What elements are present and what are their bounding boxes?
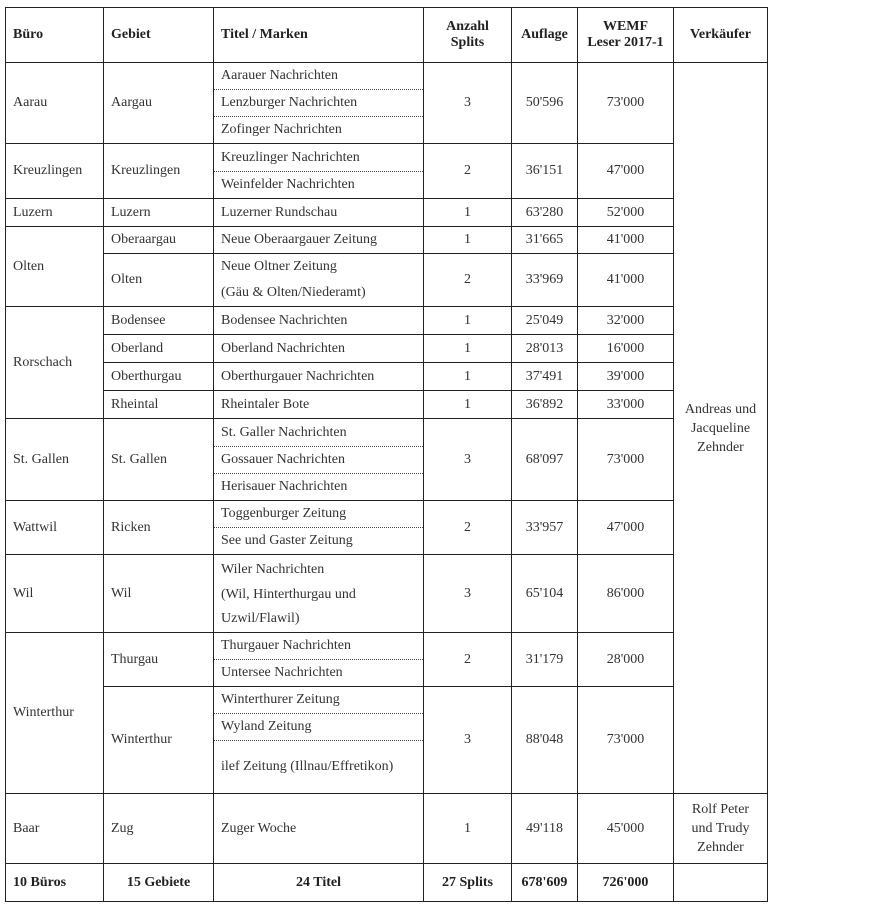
table-row	[6, 363, 768, 391]
splits-cell: 2	[424, 501, 512, 555]
splits-cell: 3	[424, 687, 512, 794]
title-item: ilef Zeitung (Illnau/Effretikon)	[214, 740, 423, 793]
wemf-cell: 73'000	[578, 419, 674, 501]
table-row	[6, 63, 768, 144]
wemf-cell: 86'000	[578, 555, 674, 633]
splits-cell: 1	[424, 335, 512, 363]
splits-cell: 1	[424, 794, 512, 864]
gebiet-cell: Wil	[104, 555, 214, 633]
buero-cell: Kreuzlingen	[6, 144, 104, 199]
total-gebiet: 15 Gebiete	[104, 864, 214, 902]
wemf-cell: 39'000	[578, 363, 674, 391]
wemf-cell: 73'000	[578, 687, 674, 794]
auflage-cell: 65'104	[512, 555, 578, 633]
titles-cell	[214, 501, 424, 555]
gebiet-cell: Ricken	[104, 501, 214, 555]
totals-row	[6, 864, 768, 902]
titles-cell: Luzerner Rundschau	[214, 199, 424, 227]
titles-cell	[214, 687, 424, 794]
splits-cell: 3	[424, 555, 512, 633]
table-row	[6, 687, 768, 794]
table-row	[6, 144, 768, 199]
table-row	[6, 633, 768, 687]
splits-cell: 2	[424, 254, 512, 307]
titles-cell	[214, 555, 424, 633]
buero-cell: Aarau	[6, 63, 104, 144]
titles-cell	[214, 633, 424, 687]
gebiet-cell: Aargau	[104, 63, 214, 144]
gebiet-cell: St. Gallen	[104, 419, 214, 501]
splits-cell: 3	[424, 63, 512, 144]
table-row	[6, 419, 768, 501]
buero-cell: Baar	[6, 794, 104, 864]
buero-cell: Wattwil	[6, 501, 104, 555]
auflage-cell: 28'013	[512, 335, 578, 363]
total-titel: 24 Titel	[214, 864, 424, 902]
auflage-cell: 31'179	[512, 633, 578, 687]
gebiet-cell: Kreuzlingen	[104, 144, 214, 199]
splits-cell: 1	[424, 227, 512, 254]
table-row	[6, 254, 768, 307]
gebiet-cell: Bodensee	[104, 307, 214, 335]
header-gebiet: Gebiet	[104, 8, 214, 63]
wemf-cell: 47'000	[578, 144, 674, 199]
wemf-cell: 33'000	[578, 391, 674, 419]
total-wemf: 726'000	[578, 864, 674, 902]
title-item: Neue Oltner Zeitung	[221, 259, 337, 274]
gebiet-cell: Rheintal	[104, 391, 214, 419]
gebiet-cell: Olten	[104, 254, 214, 307]
table-row	[6, 227, 768, 254]
auflage-cell: 36'892	[512, 391, 578, 419]
title-item-subtitle: (Gäu & Olten/Niederamt)	[221, 285, 366, 300]
table-row	[6, 501, 768, 555]
title-item: Herisauer Nachrichten	[214, 473, 423, 500]
wemf-cell: 52'000	[578, 199, 674, 227]
buero-cell: Winterthur	[6, 633, 104, 794]
table-row	[6, 794, 768, 864]
title-item: Wiler Nachrichten	[221, 561, 325, 577]
header-row	[6, 8, 768, 63]
splits-cell: 1	[424, 391, 512, 419]
buero-cell: Wil	[6, 555, 104, 633]
wemf-cell: 28'000	[578, 633, 674, 687]
table-row	[6, 199, 768, 227]
title-item: Wyland Zeitung	[214, 713, 423, 740]
title-item: Kreuzlinger Nachrichten	[221, 149, 360, 165]
titles-cell: Rheintaler Bote	[214, 391, 424, 419]
gebiet-cell: Zug	[104, 794, 214, 864]
total-splits: 27 Splits	[424, 864, 512, 902]
header-verkaeufer: Verkäufer	[674, 8, 768, 63]
title-item-subtitle: Uzwil/Flawil)	[221, 610, 300, 626]
gebiet-cell: Oberthurgau	[104, 363, 214, 391]
wemf-cell: 41'000	[578, 254, 674, 307]
title-item: Lenzburger Nachrichten	[214, 89, 423, 116]
auflage-cell: 63'280	[512, 199, 578, 227]
header-buero: Büro	[6, 8, 104, 63]
wemf-cell: 32'000	[578, 307, 674, 335]
table-row	[6, 555, 768, 633]
auflage-cell: 36'151	[512, 144, 578, 199]
table-row	[6, 391, 768, 419]
header-wemf: WEMF Leser 2017-1	[578, 8, 674, 63]
title-item: Zofinger Nachrichten	[214, 116, 423, 143]
newspaper-overview-table	[5, 7, 768, 902]
splits-cell: 1	[424, 199, 512, 227]
titles-cell: Zuger Woche	[214, 794, 424, 864]
wemf-cell: 73'000	[578, 63, 674, 144]
auflage-cell: 37'491	[512, 363, 578, 391]
gebiet-cell: Winterthur	[104, 687, 214, 794]
title-item: Aarauer Nachrichten	[221, 68, 338, 83]
header-titel: Titel / Marken	[214, 8, 424, 63]
title-item: See und Gaster Zeitung	[214, 527, 423, 554]
buero-cell: St. Gallen	[6, 419, 104, 501]
total-verkaeufer	[674, 864, 768, 902]
wemf-cell: 41'000	[578, 227, 674, 254]
header-splits: Anzahl Splits	[424, 8, 512, 63]
wemf-cell: 47'000	[578, 501, 674, 555]
gebiet-cell: Oberaargau	[104, 227, 214, 254]
auflage-cell: 25'049	[512, 307, 578, 335]
splits-cell: 1	[424, 363, 512, 391]
buero-cell: Rorschach	[6, 307, 104, 419]
wemf-cell: 16'000	[578, 335, 674, 363]
title-item: St. Galler Nachrichten	[221, 424, 347, 440]
auflage-cell: 50'596	[512, 63, 578, 144]
splits-cell: 2	[424, 144, 512, 199]
title-item: Winterthurer Zeitung	[221, 692, 340, 707]
titles-cell	[214, 63, 424, 144]
gebiet-cell: Oberland	[104, 335, 214, 363]
total-auflage: 678'609	[512, 864, 578, 902]
table-row	[6, 335, 768, 363]
titles-cell	[214, 419, 424, 501]
buero-cell: Olten	[6, 227, 104, 307]
title-item: Weinfelder Nachrichten	[214, 171, 423, 198]
auflage-cell: 49'118	[512, 794, 578, 864]
seller-cell-rolf: Rolf Peter und Trudy Zehnder	[674, 794, 768, 864]
titles-cell: Bodensee Nachrichten	[214, 307, 424, 335]
splits-cell: 1	[424, 307, 512, 335]
auflage-cell: 33'969	[512, 254, 578, 307]
title-item: Untersee Nachrichten	[214, 659, 423, 686]
splits-cell: 3	[424, 419, 512, 501]
title-item: Toggenburger Zeitung	[221, 506, 347, 521]
seller-cell-andreas: Andreas und Jacqueline Zehnder	[674, 63, 768, 794]
gebiet-cell: Thurgau	[104, 633, 214, 687]
table-row	[6, 307, 768, 335]
header-auflage: Auflage	[512, 8, 578, 63]
title-item: Thurgauer Nachrichten	[221, 638, 351, 653]
titles-cell: Oberland Nachrichten	[214, 335, 424, 363]
auflage-cell: 88'048	[512, 687, 578, 794]
wemf-cell: 45'000	[578, 794, 674, 864]
buero-cell: Luzern	[6, 199, 104, 227]
titles-cell: Neue Oberaargauer Zeitung	[214, 227, 424, 254]
total-buero: 10 Büros	[6, 864, 104, 902]
auflage-cell: 33'957	[512, 501, 578, 555]
titles-cell	[214, 254, 424, 307]
gebiet-cell: Luzern	[104, 199, 214, 227]
titles-cell: Oberthurgauer Nachrichten	[214, 363, 424, 391]
title-item: Gossauer Nachrichten	[214, 446, 423, 473]
auflage-cell: 31'665	[512, 227, 578, 254]
title-item-subtitle: (Wil, Hinterthurgau und	[221, 586, 356, 602]
auflage-cell: 68'097	[512, 419, 578, 501]
splits-cell: 2	[424, 633, 512, 687]
titles-cell	[214, 144, 424, 199]
